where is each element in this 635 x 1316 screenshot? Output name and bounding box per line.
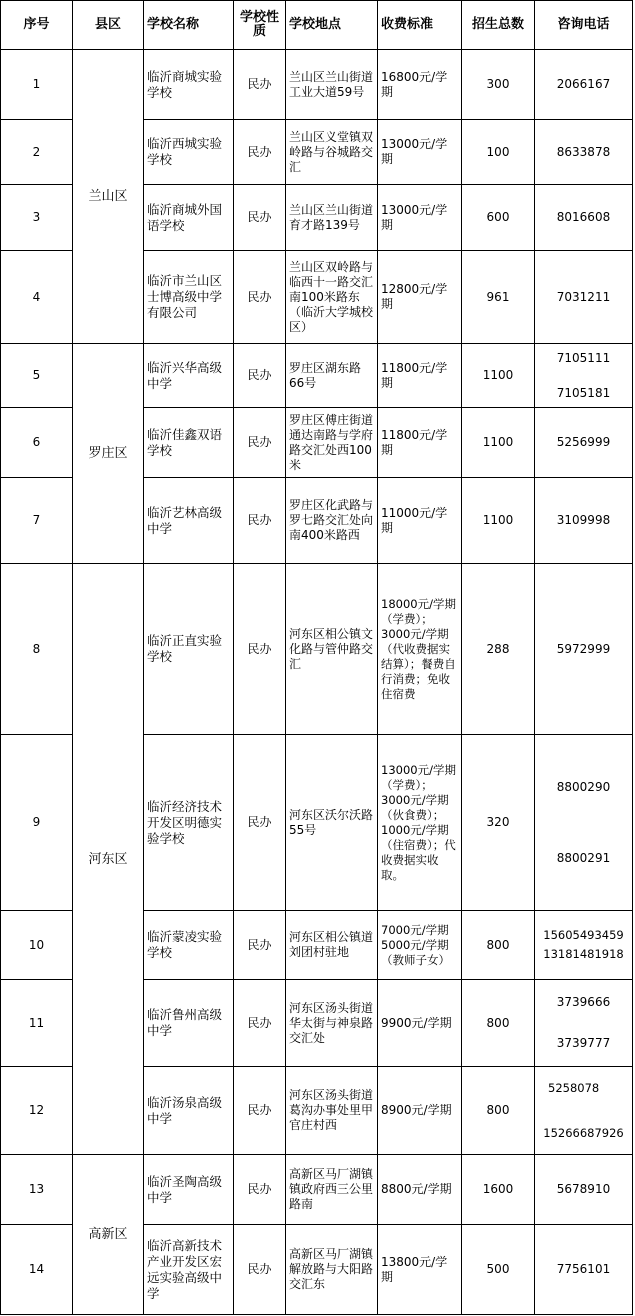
table-row — [1, 344, 633, 408]
fee-standard: 11800元/学期 — [378, 408, 462, 478]
enrollment-total: 300 — [462, 50, 535, 120]
school-type: 民办 — [234, 1225, 286, 1315]
school-name: 临沂商城实验学校 — [144, 50, 234, 120]
school-name: 临沂市兰山区士博高级中学有限公司 — [144, 251, 234, 344]
county-cell: 河东区 — [73, 564, 144, 1155]
school-name: 临沂汤泉高级中学 — [144, 1067, 234, 1155]
school-name: 临沂佳鑫双语学校 — [144, 408, 234, 478]
phone-number: 7756101 — [535, 1225, 633, 1315]
phone-number: 5972999 — [535, 564, 633, 735]
school-address: 高新区马厂湖镇镇政府西三公里路南 — [286, 1155, 378, 1225]
phone-number-alt: 7105181 — [556, 385, 611, 400]
phone-number: 8800290 — [556, 779, 611, 794]
school-type: 民办 — [234, 1067, 286, 1155]
enrollment-total: 800 — [462, 1067, 535, 1155]
fee-standard: 13000元/学期 — [378, 185, 462, 251]
school-type: 民办 — [234, 120, 286, 185]
phone-number: 5258078 — [548, 1080, 600, 1095]
school-address: 罗庄区湖东路66号 — [286, 344, 378, 408]
fee-standard: 18000元/学期（学费）；3000元/学期（代收费据实结算）；餐费自行消费；免收住宿费 — [378, 564, 462, 735]
row-number: 8 — [1, 564, 73, 735]
school-name: 临沂兴华高级中学 — [144, 344, 234, 408]
row-number: 10 — [1, 911, 73, 980]
fee-standard: 13000元/学期（学费）；3000元/学期（伙食费）；1000元/学期（住宿费）；代收费据实收取。 — [378, 735, 462, 911]
enrollment-total: 800 — [462, 980, 535, 1067]
fee-standard: 12800元/学期 — [378, 251, 462, 344]
school-address: 罗庄区傅庄街道通达南路与学府路交汇处西100米 — [286, 408, 378, 478]
phone-number: 7105111 — [556, 350, 611, 365]
phone-cell — [535, 344, 633, 408]
fee-standard: 7000元/学期5000元/学期（教师子女） — [378, 911, 462, 980]
school-name: 临沂蒙凌实验学校 — [144, 911, 234, 980]
school-type: 民办 — [234, 408, 286, 478]
enrollment-total: 100 — [462, 120, 535, 185]
phone-cell — [535, 1067, 633, 1155]
enrollment-total: 600 — [462, 185, 535, 251]
school-address: 兰山区兰山街道工业大道59号 — [286, 50, 378, 120]
phone-number: 5678910 — [535, 1155, 633, 1225]
school-address: 罗庄区化武路与罗七路交汇处向南400米路西 — [286, 478, 378, 564]
fee-standard: 8800元/学期 — [378, 1155, 462, 1225]
header-school-address: 学校地点 — [286, 1, 378, 50]
county-cell: 罗庄区 — [73, 344, 144, 564]
school-type: 民办 — [234, 735, 286, 911]
phone-number: 8633878 — [535, 120, 633, 185]
school-type: 民办 — [234, 1155, 286, 1225]
school-name: 临沂鲁州高级中学 — [144, 980, 234, 1067]
fee-standard: 11000元/学期 — [378, 478, 462, 564]
table-row — [1, 1155, 633, 1225]
row-number: 11 — [1, 980, 73, 1067]
phone-number: 3739666 — [556, 995, 611, 1009]
school-address: 兰山区义堂镇双岭路与谷城路交汇 — [286, 120, 378, 185]
phone-number-alt: 8800291 — [556, 850, 611, 865]
school-type: 民办 — [234, 344, 286, 408]
enrollment-total: 1100 — [462, 478, 535, 564]
row-number: 4 — [1, 251, 73, 344]
phone-number: 3109998 — [535, 478, 633, 564]
row-number: 14 — [1, 1225, 73, 1315]
phone-number: 15605493459 — [543, 928, 624, 942]
header-school-name: 学校名称 — [144, 1, 234, 50]
row-number: 13 — [1, 1155, 73, 1225]
row-number: 9 — [1, 735, 73, 911]
phone-cell — [535, 735, 633, 911]
phone-cell — [535, 911, 633, 980]
school-name: 临沂正直实验学校 — [144, 564, 234, 735]
enrollment-total: 1600 — [462, 1155, 535, 1225]
school-name: 临沂经济技术开发区明德实验学校 — [144, 735, 234, 911]
header-school-type: 学校性质 — [234, 1, 286, 50]
school-type: 民办 — [234, 50, 286, 120]
enrollment-total: 961 — [462, 251, 535, 344]
enrollment-total: 1100 — [462, 344, 535, 408]
fee-standard: 16800元/学期 — [378, 50, 462, 120]
school-address: 兰山区双岭路与临西十一路交汇南100米路东（临沂大学城校区） — [286, 251, 378, 344]
phone-number-alt: 13181481918 — [543, 947, 624, 961]
school-type: 民办 — [234, 185, 286, 251]
school-type: 民办 — [234, 980, 286, 1067]
row-number: 12 — [1, 1067, 73, 1155]
school-name: 临沂商城外国语学校 — [144, 185, 234, 251]
header-row — [1, 1, 633, 50]
fee-standard: 8900元/学期 — [378, 1067, 462, 1155]
school-type: 民办 — [234, 911, 286, 980]
school-address: 河东区汤头街道华太街与神泉路交汇处 — [286, 980, 378, 1067]
enrollment-total: 288 — [462, 564, 535, 735]
school-type: 民办 — [234, 564, 286, 735]
county-cell: 兰山区 — [73, 50, 144, 344]
school-address: 河东区沃尔沃路55号 — [286, 735, 378, 911]
school-name: 临沂高新技术产业开发区宏远实验高级中学 — [144, 1225, 234, 1315]
row-number: 6 — [1, 408, 73, 478]
phone-number-alt: 15266687926 — [543, 1125, 624, 1140]
school-address: 河东区相公镇道刘团村驻地 — [286, 911, 378, 980]
phone-number-alt: 3739777 — [556, 1036, 611, 1050]
school-name: 临沂西城实验学校 — [144, 120, 234, 185]
school-address: 河东区汤头街道葛沟办事处里甲官庄村西 — [286, 1067, 378, 1155]
fee-standard: 13800元/学期 — [378, 1225, 462, 1315]
school-address: 河东区相公镇文化路与管仲路交汇 — [286, 564, 378, 735]
row-number: 1 — [1, 50, 73, 120]
enrollment-total: 800 — [462, 911, 535, 980]
enrollment-total: 1100 — [462, 408, 535, 478]
phone-number: 2066167 — [535, 50, 633, 120]
phone-cell — [535, 980, 633, 1067]
fee-standard: 13000元/学期 — [378, 120, 462, 185]
school-name: 临沂艺林高级中学 — [144, 478, 234, 564]
enrollment-total: 500 — [462, 1225, 535, 1315]
school-type: 民办 — [234, 478, 286, 564]
county-cell: 高新区 — [73, 1155, 144, 1315]
school-address: 兰山区兰山街道育才路139号 — [286, 185, 378, 251]
phone-number: 7031211 — [535, 251, 633, 344]
fee-standard: 9900元/学期 — [378, 980, 462, 1067]
phone-number: 8016608 — [535, 185, 633, 251]
row-number: 2 — [1, 120, 73, 185]
header-no: 序号 — [1, 1, 73, 50]
header-phone: 咨询电话 — [535, 1, 633, 50]
row-number: 3 — [1, 185, 73, 251]
row-number: 7 — [1, 478, 73, 564]
school-name: 临沂圣陶高级中学 — [144, 1155, 234, 1225]
table-row — [1, 564, 633, 735]
enrollment-total: 320 — [462, 735, 535, 911]
school-address: 高新区马厂湖镇解放路与大阳路交汇东 — [286, 1225, 378, 1315]
row-number: 5 — [1, 344, 73, 408]
header-county: 县区 — [73, 1, 144, 50]
fee-standard: 11800元/学期 — [378, 344, 462, 408]
school-type: 民办 — [234, 251, 286, 344]
header-enrollment: 招生总数 — [462, 1, 535, 50]
table-row — [1, 50, 633, 120]
phone-number: 5256999 — [535, 408, 633, 478]
header-fee: 收费标准 — [378, 1, 462, 50]
